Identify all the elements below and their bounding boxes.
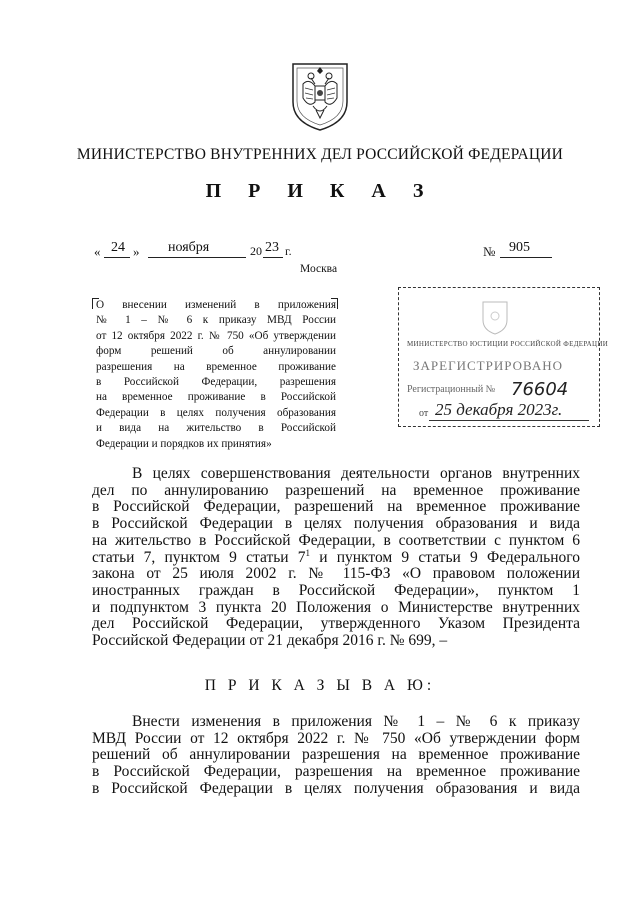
subject-line: разрешения на временное проживание [96,360,336,373]
preamble-line: Российской Федерации от 21 декабря 2016 г. № 699, – [92,632,448,650]
stamp-reg-number-label: Регистрационный № [407,384,496,395]
date-open-quote: « [94,244,101,259]
document-subject [96,298,336,452]
date-year-prefix: 20 [250,244,262,258]
stamp-registered-line: ЗАРЕГИСТРИРОВАНО [413,358,563,373]
stamp-ministry-line: МИНИСТЕРСТВО ЮСТИЦИИ РОССИЙСКОЙ ФЕДЕРАЦИИ [407,340,609,348]
preamble-line-end: и пунктом 9 статьи 9 Федерального [310,548,580,566]
subject-line: О внесении изменений в приложения [96,299,336,311]
preamble-line: В целях совершенствования деятельности органов внутренних [132,465,580,482]
body-line: МВД России от 12 октября 2022 г. № 750 «Об утверждении форм [92,729,580,747]
preamble-line-with-superscript [92,547,580,567]
body-line: в Российской Федерации в целях получения образования и вида [92,779,580,797]
preamble-line: дел по аннулированию разрешений на временное проживание [92,481,580,499]
city-name: Москва [300,263,338,275]
ministry-name: МИНИСТЕРСТВО ВНУТРЕННИХ ДЕЛ РОССИЙСКОЙ ФЕДЕРАЦИИ [76,146,564,163]
subject-line: на временное проживание в Российской [96,391,336,404]
preamble-line: дел Российской Федерации, утвержденного Указом Президента [92,615,580,633]
order-heading: П Р И К А З Ы В А Ю: [204,677,436,694]
stamp-reg-number: 76604 [511,379,569,400]
order-body-paragraph [92,714,580,798]
date-month: ноября [168,240,210,255]
subject-line: от 12 октября 2022 г. № 750 «Об утверждении [96,329,336,342]
subject-line: № 1 – № 6 к приказу МВД России [96,314,336,327]
stamp-date-label: от [419,408,429,419]
date-day: 24 [111,240,125,255]
preamble-line: в Российской Федерации, разрешений на временное проживание [92,498,580,516]
number-sign: № [483,244,496,259]
preamble-line: закона от 25 июля 2002 г. № 115-ФЗ «О правовом положении [92,565,580,583]
date-day-underline [104,257,130,258]
subject-line: в Российской Федерации, разрешения [96,376,336,389]
subject-line: Федерации в целях получения образования [96,406,336,419]
document-number-underline [500,257,552,258]
preamble-paragraph [92,466,580,650]
superscript: 1 [305,547,311,558]
body-line: Внести изменения в приложения № 1 – № 6 к приказу [132,713,580,730]
document-type-title: П Р И К А З [205,180,435,202]
subject-line: форм решений об аннулировании [96,345,336,358]
stamp-reg-date: 25 декабря 2023г. [435,400,563,419]
subject-line: Федерации и порядков их принятия» [96,437,272,450]
body-line: в Российской Федерации, разрешения на временное проживание [92,763,580,781]
date-year-suffix: 23 [265,240,279,255]
preamble-line-start: статьи 7, пунктом 9 статьи 7 [92,548,306,566]
subject-line: и вида на жительство в Российской [96,422,336,435]
preamble-line: в Российской Федерации в целях получения образования и вида [92,515,580,533]
date-year-underline [263,257,283,258]
stamp-emblem-icon [473,296,517,336]
preamble-line: на жительство в Российской Федерации, в соответствии с пунктом 6 [92,531,580,549]
document-number: 905 [509,240,530,255]
preamble-line: и подпунктом 3 пункта 20 Положения о Министерстве внутренних [92,598,580,616]
stamp-date-underline [429,420,589,421]
date-close-quote: » [133,244,140,259]
coat-of-arms-emblem-icon [289,58,351,132]
date-year-abbr: г. [285,244,292,258]
registration-stamp [398,287,609,427]
preamble-line: иностранных граждан в Российской Федерации», пунктом 1 [92,581,580,599]
date-month-underline [148,257,246,258]
body-line: решений об аннулировании разрешения на временное проживание [92,746,580,764]
